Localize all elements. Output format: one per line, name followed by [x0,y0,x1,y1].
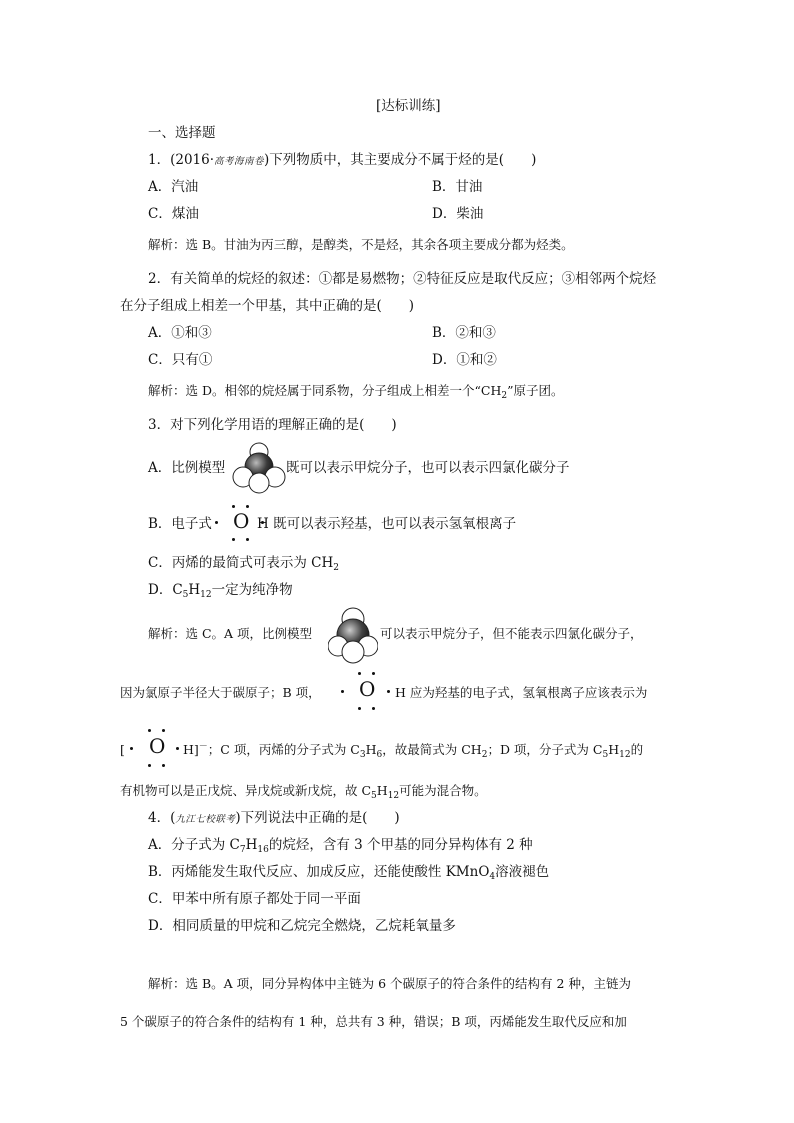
q3-explanation-line-1-a: 解析：选 C。A 项，比例模型 [148,626,313,641]
q1-explanation: 解析：选 B。甘油为丙三醇，是醇类，不是烃，其余各项主要成分都为烃类。 [148,237,574,252]
q1-option-b: B．甘油 [432,179,483,195]
q3-explanation-line-2-b: H 应为羟基的电子式，氢氧根离子应该表示为 [395,685,648,700]
q3-option-a-text: 既可以表示甲烷分子，也可以表示四氯化碳分子 [286,460,570,476]
bracket-left: [ [120,742,125,757]
q1-option-d: D．柴油 [432,206,484,222]
q3-explanation-line-4: 有机物可以是正戊烷、异戊烷或新戊烷，故 $C_5H_{12}$可能为混合物。 [120,783,487,801]
q3-stem: 3．对下列化学用语的理解正确的是( ) [148,417,397,433]
q2-option-d: D．①和② [432,352,497,368]
document-page: [达标训练] 一、选择题 1．(2016·高考海南卷)下列物质中，其主要成分不属于烃的是( ) A．汽油 B．甘油 C．煤油 D．柴油 解析：选 B。甘油为丙三醇，是醇类，不是烃，其余各项主要成分都为烃类。 2．有关简单的烷烃的叙述：①都是易燃物；②特征反应是取代反应；③相邻两个烷烃 在分子组成上相差一个甲基，其中正确的是( ) A．①和③ B．②和③ C．只有① D．①和② 解析：选 D。相邻的烷烃属于同系物，分子组成上相差一个“$CH_2$”原子团。 3．对下列化学用语的理解正确的是( ) A．比例模型 既可以表示甲烷分子，也可以表示四氯化碳分子 B．电子式 O H 既可以表示羟基，也可以表示氢氧根离子 C．丙烯的最简式可表示为 $CH_2$ D．$C_5H_{12}$一定为纯净物 解析：选 C。A 项，比例模型 可以表示甲烷分子，但不能表示四氯化碳分子， 因为氯原子半径大于碳原子；B 项， O H 应为羟基的电子式，氢氧根离子应该表示为 [ O H]－；C 项，丙烯的分子式为 $C_3H_6$，故最简式为 $CH_2$；D 项，分子式为 $C_5H_{12}$的 有机物可以是正戊烷、异戊烷或新戊烷，故 $C_5H_{12}$可能为混合物。 4．(九江七校联考)下列说法中正确的是( ) A．分子式为 $C_7H_{16}$的烷烃，含有 3 个甲基的同分异构体有 2 种 B．丙烯能发生取代反应、加成反应，还能使酸性 KMnO$_4$溶液褪色 C．甲苯中所有原子都处于同一平面 D．相同质量的甲烷和乙烷完全燃烧，乙烷耗氧量多 解析：选 B。A 项，同分异构体中主链为 6 个碳原子的符合条件的结构有 2 种，主链为 5 个碳原子的符合条件的结构有 1 种，总共有 3 种，错误；B 项，丙烯能发生取代反应和加 [120,98,657,1029]
q4-stem: 4．(九江七校联考)下列说法中正确的是( ) [148,810,400,826]
q3-option-c: C．丙烯的最简式可表示为 $CH_2$ [148,555,339,573]
question-1-source: 高考海南卷 [214,156,265,167]
q1-option-a: A．汽油 [148,179,199,195]
q2-option-a: A．①和③ [148,325,212,341]
q3-explanation-line-1-b: 可以表示甲烷分子，但不能表示四氯化碳分子， [380,626,643,641]
q2-option-b: B．②和③ [432,325,496,341]
q4-option-b: B．丙烯能发生取代反应、加成反应，还能使酸性 KMnO$_4$溶液褪色 [148,864,550,882]
space-filling-model-icon [328,606,378,664]
q2-stem-line-2: 在分子组成上相差一个甲基，其中正确的是( ) [120,298,415,314]
question-4-source: 九江七校联考 [175,814,236,825]
page-title: [达标训练] [376,98,441,114]
q4-option-d: D．相同质量的甲烷和乙烷完全燃烧，乙烷耗氧量多 [148,918,456,934]
q2-option-c: C．只有① [148,352,213,368]
q2-explanation: 解析：选 D。相邻的烷烃属于同系物，分子组成上相差一个“$CH_2$”原子团。 [148,383,564,401]
q4-explanation-line-2: 5 个碳原子的符合条件的结构有 1 种，总共有 3 种，错误；B 项，丙烯能发生取代反应和加 [120,1014,627,1029]
section-heading: 一、选择题 [148,125,216,141]
q3-option-d: D．$C_5H_{12}$一定为纯净物 [148,582,293,600]
q3-explanation-line-3: H]－；C 项，丙烯的分子式为 $C_3H_6$，故最简式为 $CH_2$；D 项，分子式为 $C_5H_{12}$的 [183,742,644,760]
q1-option-c: C．煤油 [148,206,199,222]
q2-stem-line-1: 2．有关简单的烷烃的叙述：①都是易燃物；②特征反应是取代反应；③相邻两个烷烃 [148,271,657,287]
question-1-stem: 1．(2016·高考海南卷)下列物质中，其主要成分不属于烃的是( ) [148,152,537,168]
space-filling-model-icon [232,442,286,494]
q3-option-a-label: A．比例模型 [148,460,226,476]
q3-option-b-text: H 既可以表示羟基，也可以表示氢氧根离子 [257,516,517,532]
q4-option-a: A．分子式为 $C_7H_{16}$的烷烃，含有 3 个甲基的同分异构体有 2 种 [148,837,533,855]
q3-option-b-label: B．电子式 [148,516,212,532]
q3-explanation-line-2-a: 因为氯原子半径大于碳原子；B 项， [120,685,321,700]
q4-explanation-line-1: 解析：选 B。A 项，同分异构体中主链为 6 个碳原子的符合条件的结构有 2 种，主链为 [148,976,631,991]
q4-option-c: C．甲苯中所有原子都处于同一平面 [148,891,361,907]
